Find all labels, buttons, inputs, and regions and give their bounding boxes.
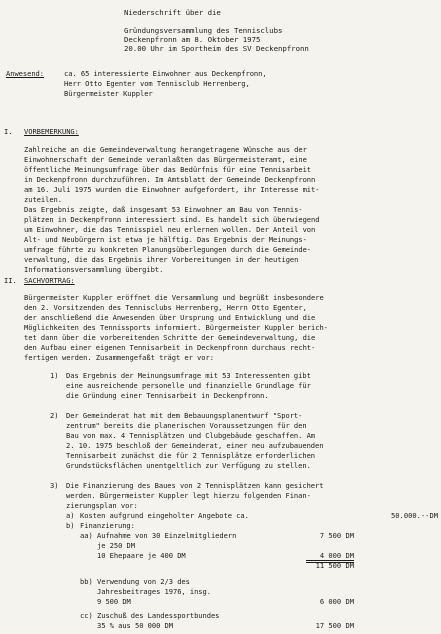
item1-line: eine ausreichende personelle und finanzielle Grundlage für — [66, 381, 311, 390]
plan-cc-line-1: Zuschuß des Landessportbundes — [97, 611, 220, 620]
header-line-2: Gründungsversammlung des Tennisclubs — [124, 26, 283, 35]
section2-line: tet dann über die vorbereitenden Schritte der Gemeindeverwaltung, die — [24, 333, 316, 342]
item2-number: 2) — [50, 411, 59, 420]
plan-b-label: b) — [66, 521, 75, 530]
item3-line: Die Finanzierung des Baues von 2 Tennisplätzen kann gesichert — [66, 481, 324, 490]
plan-aa-line-2: je 250 DM — [97, 541, 135, 550]
plan-b-text: Finanzierung: — [80, 521, 135, 530]
item2-line: Bau von max. 4 Tennisplätzen und Clubgebäude geschaffen. Am — [66, 431, 316, 440]
plan-cc-amount: 17 500 DM — [315, 621, 354, 630]
section1-line: verwaltung, die das Ergebnis ihrer Vorbereitungen in der heutigen — [24, 255, 299, 264]
item3-line: zierungsplan vor: — [66, 501, 138, 510]
plan-bb-line-1: Verwendung von 2/3 des — [97, 577, 190, 586]
plan-aa-total: 11 500 DM — [315, 561, 354, 570]
section1-line: umfrage führte zu konkreten Planungsüberlegungen durch die Gemeinde- — [24, 245, 312, 254]
plan-bb-line-2: Jahresbeitrages 1976, insg. — [97, 587, 211, 596]
anwesend-line-2: Herr Otto Egenter vom Tennisclub Herrenberg, — [64, 79, 250, 88]
header-line-3: Deckenpfronn am 8. Oktober 1975 — [124, 35, 261, 44]
section1-number: I. — [4, 127, 13, 136]
plan-aa-label: aa) — [80, 531, 93, 540]
item1-line: Das Ergebnis der Meinungsumfrage mit 53 Interessenten gibt — [66, 371, 311, 380]
section1-line: Informationsversammlung übergibt. — [24, 265, 164, 274]
section2-title: SACHVORTRAG: — [24, 276, 75, 285]
plan-aa-amount-2: 4 000 DM — [319, 551, 354, 560]
item2-line: zentrum" bereits die planerischen Voraussetzungen für den — [66, 421, 307, 430]
item1-number: 1) — [50, 371, 59, 380]
section1-line: öffentliche Meinungsumfrage über das Bedürfnis für eine Tennisarbeit — [24, 165, 312, 174]
anwesend-label: Anwesend: — [6, 69, 44, 78]
plan-aa-line-3: 10 Ehepaare je 400 DM — [97, 551, 186, 560]
section2-line: fertigen werden. Zusammengefaßt trägt er vor: — [24, 353, 214, 362]
section1-line: Alt- und Neubürgern ist etwa je hälftig. Das Ergebnis der Meinungs- — [24, 235, 307, 244]
plan-a-text: Kosten aufgrund eingeholter Angebote ca. — [80, 511, 249, 520]
section1-line: in Deckenpfronn durchzuführen. Im Amtsblatt der Gemeinde Deckenpfronn — [24, 175, 316, 184]
anwesend-line-3: Bürgermeister Kuppler — [64, 89, 153, 98]
plan-aa-amount-1: 7 500 DM — [319, 531, 354, 540]
section1-line: Das Ergebnis zeigte, daß insgesamt 53 Einwohner am Bau von Tennis- — [24, 205, 303, 214]
section2-line: den 2. Vorsitzenden des Tennisclubs Herrenberg, Herrn Otto Egenter, — [24, 303, 307, 312]
section2-line: der anschließend die Anwesenden über Ursprung und Entwicklung und die — [24, 313, 316, 322]
plan-bb-line-3: 9 500 DM — [97, 597, 131, 606]
section2-line: den Aufbau einer eigenen Tennisarbeit in Deckenpfronn durchaus recht- — [24, 343, 316, 352]
plan-bb-label: bb) — [80, 577, 93, 586]
plan-cc-label: cc) — [80, 611, 93, 620]
item3-number: 3) — [50, 481, 59, 490]
plan-aa-line-1: Aufnahme von 30 Einzelmitgliedern — [97, 531, 237, 540]
section1-line: am 16. Juli 1975 wurden die Einwohner aufgefordert, ihr Interesse mit- — [24, 185, 320, 194]
item2-line: 2. 10. 1975 beschloß der Gemeinderat, einer neu aufzubauenden — [66, 441, 324, 450]
section1-title: VORBEMERKUNG: — [24, 127, 79, 136]
section2-line: Möglichkeiten des Tennissports informiert. Bürgermeister Kuppler berich- — [24, 323, 328, 332]
section2-line: Bürgermeister Kuppler eröffnet die Versammlung und begrüßt insbesondere — [24, 293, 324, 302]
plan-a-label: a) — [66, 511, 75, 520]
section1-line: um Einwohner, die das Tennisspiel neu erlernen wollen. Der Anteil von — [24, 225, 316, 234]
section1-line: Einwohnerschaft der Gemeinde veranlaßten das Bürgermeisteramt, eine — [24, 155, 307, 164]
plan-cc-line-2: 35 % aus 50 000 DM — [97, 621, 173, 630]
item2-line: Grundstücksflächen unentgeltlich zur Verfügung zu stellen. — [66, 461, 311, 470]
plan-a-amount: 50.000.--DM — [391, 511, 438, 520]
header-line-1: Niederschrift über die — [124, 8, 221, 17]
item2-line: Der Gemeinderat hat mit dem Bebauungsplanentwurf "Sport- — [66, 411, 303, 420]
anwesend-line-1: ca. 65 interessierte Einwohner aus Deckenpfronn, — [64, 69, 267, 78]
section1-line: Zahlreiche an die Gemeindeverwaltung herangetragene Wünsche aus der — [24, 145, 307, 154]
item1-line: die Gründung einer Tennisarbeit in Deckenpfronn. — [66, 391, 269, 400]
section2-number: II. — [4, 276, 17, 285]
plan-bb-amount: 6 000 DM — [319, 597, 354, 606]
item3-line: werden. Bürgermeister Kuppler legt hierzu folgenden Finan- — [66, 491, 311, 500]
item2-line: Tennisarbeit zunächst die für 2 Tennisplätze erforderlichen — [66, 451, 316, 460]
section1-line: zuteilen. — [24, 195, 62, 204]
section1-line: plätzen in Deckenpfronn interessiert sind. Es handelt sich überwiegend — [24, 215, 320, 224]
header-line-4: 20.00 Uhr im Sportheim des SV Deckenpfronn — [124, 44, 309, 53]
